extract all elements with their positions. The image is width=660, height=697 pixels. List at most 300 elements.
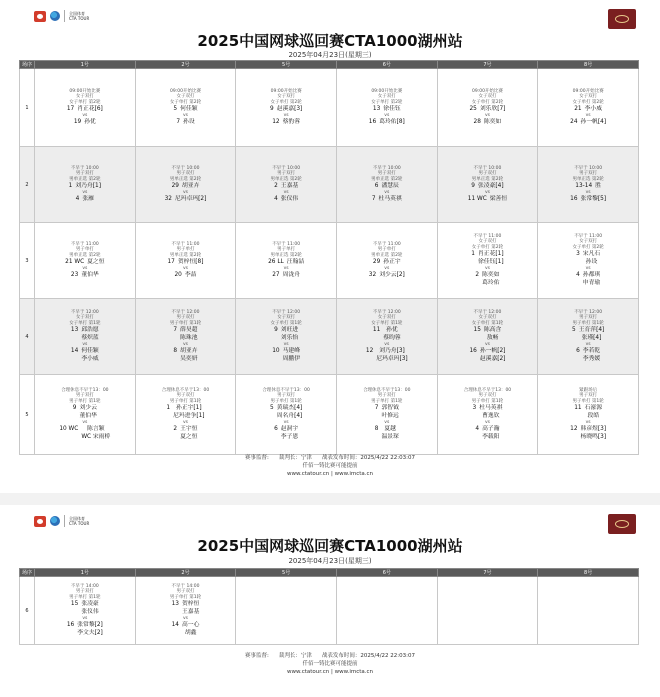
player-seed: 11 WC (467, 196, 487, 203)
header-court: 2号 (135, 569, 236, 577)
player-seed: 12 (570, 426, 578, 433)
player-name: 李子恩 (280, 434, 299, 441)
player-seed: 4 (576, 272, 580, 279)
match-info: 男子双打 (75, 393, 94, 399)
player-seed: 29 (171, 183, 179, 190)
match-cell[interactable] (236, 299, 337, 375)
player-name: 孙一帆[2] (479, 348, 506, 355)
vs-label: vs (182, 266, 188, 272)
vs-label: vs (484, 420, 490, 426)
player-name: 宋凡石 (582, 251, 601, 258)
match-info: 男单正选 第2轮 (572, 176, 604, 182)
player-names (82, 195, 94, 203)
match-cell[interactable] (35, 299, 136, 375)
match-info: 女子单打 第2轮 (371, 99, 403, 105)
page-title: 2025中国网球巡回赛CTA1000湖州站 (197, 537, 463, 555)
player-names (182, 600, 199, 616)
match-info: 男单正选 第2轮 (169, 252, 202, 258)
row-number: 4 (20, 299, 35, 375)
player-1 (138, 600, 234, 616)
match-info: 男子双打 (377, 171, 396, 177)
player-1 (339, 258, 435, 266)
table-row (20, 69, 639, 147)
player-seed: 1 (68, 183, 73, 190)
player-names (180, 347, 197, 363)
vs-label: vs (182, 342, 188, 348)
footer (0, 652, 660, 676)
match-info: 男子双打 (277, 393, 296, 399)
vs-label: vs (82, 190, 88, 196)
player-name: 贺梓恒 (181, 601, 200, 608)
vs-label: vs (384, 190, 390, 196)
player-2 (339, 195, 435, 203)
match-info: 男单正选 第2轮 (270, 176, 302, 182)
player-2 (540, 195, 636, 203)
player-name: 叶修远 (381, 413, 399, 420)
player-seed: 26 LL (268, 259, 284, 266)
footer-site[interactable]: www.ctatour.cn | www.imcta.cn (286, 471, 374, 477)
player-seed: 4 (274, 196, 278, 203)
player-name: 何佳颖 (180, 106, 198, 113)
player-2 (37, 118, 133, 126)
player-name: 孙优 (386, 327, 398, 334)
player-seed: 21 (574, 106, 582, 113)
player-name: 梁善恒 (489, 196, 508, 203)
player-2 (540, 425, 636, 441)
player-name: 胡鑫 (184, 630, 197, 637)
match-info: 男子双打 (75, 589, 94, 595)
match-cell[interactable] (538, 147, 639, 223)
player-1 (138, 258, 234, 266)
row-number: 6 (20, 577, 35, 645)
player-2 (339, 271, 435, 279)
match-cell[interactable] (538, 577, 639, 645)
player-names (376, 347, 407, 363)
match-info: 男单正选 第2轮 (270, 252, 302, 258)
footer-site[interactable]: www.ctatour.cn | www.imcta.cn (286, 669, 374, 675)
match-info: 男子双打 (579, 315, 598, 321)
player-names (277, 404, 303, 420)
vs-label: vs (585, 190, 591, 196)
vs-label: vs (484, 113, 490, 119)
player-name: 敖畅 (486, 335, 499, 342)
match-info: 不早于 14:00 (70, 583, 99, 589)
player-names (381, 425, 398, 441)
match-cell[interactable] (236, 375, 337, 455)
player-2 (138, 118, 234, 126)
player-name: 刘乐怡 (280, 335, 299, 342)
player-1 (37, 182, 133, 190)
player-name: 吴奕妍 (180, 356, 198, 363)
match-info: 09:00开始比赛 (572, 88, 604, 94)
match-cell[interactable] (236, 223, 337, 299)
player-2 (138, 195, 234, 203)
player-2 (37, 425, 133, 441)
player-name: 张常黎[5] (580, 196, 607, 203)
match-info: 男子单打 (277, 247, 296, 253)
schedule-page-2 (0, 505, 660, 697)
footer-referee: 裁判长：宁津 (278, 653, 312, 659)
player-name: 杜马英祺 (479, 405, 503, 412)
player-names (180, 326, 197, 342)
player-seed: 15 (70, 601, 79, 608)
match-info: 男子双打 (277, 171, 296, 177)
player-names (77, 621, 103, 637)
match-info: 女子双打 (277, 315, 296, 321)
match-cell[interactable] (135, 577, 236, 645)
match-info: 不早于 11:00 (272, 241, 301, 247)
match-info: 女子双打 (75, 315, 94, 321)
player-name: 石濠源 (584, 405, 603, 412)
player-2 (37, 621, 133, 637)
player-2 (238, 195, 334, 203)
player-name: 韩彦煜[3] (580, 426, 607, 433)
player-seed: 15 (473, 327, 481, 334)
match-cell[interactable] (135, 299, 236, 375)
match-info: 男子双打 (377, 393, 396, 399)
vs-label: vs (82, 342, 88, 348)
match-info: 女子单打 第1轮 (270, 320, 302, 326)
match-info: 男子双打 (176, 589, 195, 595)
match-info: 不早于 10:00 (473, 165, 502, 171)
match-cell[interactable] (135, 147, 236, 223)
player-names (180, 105, 197, 113)
match-cell[interactable] (437, 69, 538, 147)
match-info: 男子双打 (478, 393, 497, 399)
match-info: 男子单打 第1轮 (69, 398, 101, 404)
player-2 (138, 271, 234, 279)
player-names (173, 404, 204, 420)
player-seed: 8 (173, 348, 178, 355)
player-1 (540, 182, 636, 190)
match-info: 男子单打 第1轮 (471, 398, 504, 404)
player-name: 董伯华 (81, 272, 99, 279)
vs-label: vs (484, 342, 490, 348)
match-info: 女子双打 (75, 94, 94, 100)
player-1 (138, 404, 234, 420)
player-1 (339, 105, 435, 113)
player-names (87, 258, 104, 266)
player-2 (37, 271, 133, 279)
player-names (581, 425, 607, 441)
player-name: 刘旺进 (280, 327, 299, 334)
player-name: 陈言颖 (87, 426, 105, 433)
player-1 (440, 404, 536, 420)
player-seed: 28 (473, 119, 481, 126)
player-name: 董伯华 (79, 413, 97, 420)
match-cell[interactable] (336, 375, 437, 455)
match-info: 男子双打 (176, 315, 195, 321)
match-info: 男子单打 第1轮 (270, 398, 302, 404)
player-seed: 12 (365, 348, 374, 355)
player-seed: 12 (272, 119, 280, 126)
page-date: 2025年04月23日(星期三) (288, 51, 372, 59)
match-cell[interactable] (135, 223, 236, 299)
match-info: 合理休息不早于13：00 (61, 387, 109, 393)
schedule-table (19, 568, 639, 645)
match-info: 男子双打 (478, 171, 497, 177)
player-name: 高子瀚 (482, 426, 500, 433)
cta-logo (34, 10, 89, 22)
player-names (283, 347, 300, 363)
player-name: 张仪伟 (81, 609, 99, 616)
match-info: 合理休息不早于13：00 (262, 387, 310, 393)
player-names (583, 271, 600, 287)
player-name: 杨晓鸣[3] (580, 434, 607, 441)
player-2 (138, 621, 234, 637)
vs-label: vs (585, 266, 591, 272)
player-name: 李秀媛 (582, 356, 601, 363)
player-1 (339, 326, 435, 342)
player-seed: 14 (70, 348, 79, 355)
player-names (283, 271, 300, 279)
player-seed: 3 (472, 405, 477, 412)
player-1 (440, 182, 536, 190)
player-name: 夏越 (384, 426, 396, 433)
match-cell[interactable] (336, 577, 437, 645)
vs-label: vs (484, 266, 490, 272)
player-seed: 20 (174, 272, 182, 279)
match-info: 女子双打 (579, 94, 598, 100)
player-names (479, 404, 502, 420)
match-info: 男子单打 (75, 247, 94, 253)
cta-logo (34, 515, 89, 527)
player-1 (440, 250, 536, 266)
player-name: 刘乃舟[3] (379, 348, 405, 355)
logo-text: 全国体育 CTA TOUR (69, 11, 90, 21)
player-2 (339, 425, 435, 441)
match-cell[interactable] (35, 375, 136, 455)
match-info: 女子单打 第2轮 (69, 99, 101, 105)
player-names (281, 326, 298, 342)
footer-referee: 裁判长：宁津 (278, 455, 312, 461)
player-name: 蔡豹蓉 (282, 119, 301, 126)
vs-label: vs (384, 113, 390, 119)
player-name: WC 宋雨桥 (81, 434, 111, 441)
player-seed: 9 (72, 405, 77, 412)
player-names (175, 195, 206, 203)
vs-label: vs (384, 420, 390, 426)
player-name: 孙设 (585, 259, 598, 266)
china-tennis-logo-icon (34, 516, 46, 527)
player-name: 尼玛进争[1] (173, 413, 205, 420)
vs-label: vs (82, 266, 88, 272)
player-names (79, 404, 96, 420)
player-name: 肖正花[6] (77, 106, 103, 113)
match-info: 男子单打 第1轮 (169, 594, 202, 600)
match-info: 合理休息不早于13：00 (161, 387, 210, 393)
match-info: 女子单打 第2轮 (572, 99, 604, 105)
player-name: 肖正花[1] (478, 251, 504, 258)
table-row (20, 223, 639, 299)
match-info: 不早于 12:00 (473, 309, 502, 315)
player-seed: 27 (272, 272, 280, 279)
player-name: 刘少云 (79, 405, 97, 412)
vs-label: vs (283, 266, 289, 272)
player-name: 尼玛卓玛[2] (174, 196, 207, 203)
player-2 (540, 118, 636, 126)
player-name: 邱浩愿 (81, 327, 99, 334)
player-name: 陈高含 (483, 327, 502, 334)
player-seed: 7 (173, 327, 178, 334)
player-2 (440, 195, 536, 203)
vs-label: vs (585, 420, 591, 426)
match-info: 女子单打 第2轮 (572, 244, 604, 250)
player-name: 赵洞宇 (280, 426, 299, 433)
match-cell[interactable] (236, 69, 337, 147)
table-row (20, 147, 639, 223)
player-name: 徐佳钰 (383, 106, 401, 113)
player-seed: 13 (372, 106, 381, 113)
header-court: 2号 (135, 61, 236, 69)
match-info: 男子双打 (176, 393, 195, 399)
footer-release-time: 战表发布时间：2025/4/22 22:03:07 (321, 653, 416, 659)
player-seed: 14 (171, 622, 179, 629)
match-cell[interactable] (236, 147, 337, 223)
match-info: 紧跟场后 (579, 387, 598, 393)
player-name: 刘少云[2] (379, 272, 405, 279)
player-name: 王宇恒 (180, 426, 198, 433)
player-1 (540, 250, 636, 266)
vs-label: vs (585, 113, 591, 119)
player-names (281, 182, 298, 190)
match-cell[interactable] (538, 299, 639, 375)
player-2 (440, 118, 536, 126)
match-cell[interactable] (236, 577, 337, 645)
player-names (81, 326, 98, 342)
player-seed: 2 (274, 183, 278, 190)
match-cell[interactable] (336, 147, 437, 223)
player-seed: 9 (274, 327, 278, 334)
player-seed: 7 (176, 119, 181, 126)
player-2 (339, 347, 435, 363)
match-cell[interactable] (135, 69, 236, 147)
header-court: 6号 (336, 569, 437, 577)
player-names (182, 621, 199, 637)
match-cell[interactable] (336, 69, 437, 147)
match-cell[interactable] (35, 69, 136, 147)
player-names (277, 105, 303, 113)
player-names (480, 347, 506, 363)
player-names (287, 258, 304, 266)
player-2 (37, 347, 133, 363)
player-name: 蔡昀蓉 (383, 335, 401, 342)
player-name: 曹逸钦 (482, 413, 500, 420)
player-names (585, 105, 602, 113)
match-info: 女子双打 (176, 94, 195, 100)
player-name: 汪翰喆 (286, 259, 305, 266)
player-name: 段皓 (587, 413, 600, 420)
player-1 (238, 258, 334, 266)
match-cell[interactable] (538, 69, 639, 147)
match-info: 男子单打 第1轮 (572, 398, 604, 404)
match-cell[interactable] (135, 375, 236, 455)
player-1 (540, 404, 636, 420)
player-seed: 5 (571, 327, 576, 334)
match-cell[interactable] (437, 577, 538, 645)
player-seed: 3 (576, 251, 580, 258)
match-info: 男子单打 第1轮 (371, 398, 403, 404)
match-info: 不早于 12:00 (372, 309, 401, 315)
match-info: 不早于 12:00 (171, 309, 200, 315)
match-cell[interactable] (437, 223, 538, 299)
player-2 (138, 347, 234, 363)
match-info: 男单正选 第2轮 (471, 176, 504, 182)
footer-supervisor: 赛事监督: (244, 653, 269, 659)
match-info: 女子单打 第2轮 (471, 244, 504, 250)
player-seed: 11 (574, 405, 582, 412)
player-name: 陈珠池 (180, 335, 198, 342)
player-name: 张凌豪 (81, 601, 99, 608)
player-names (583, 347, 600, 363)
player-2 (440, 347, 536, 363)
player-seed: 4 (475, 426, 480, 433)
match-cell[interactable] (35, 577, 136, 645)
player-name: 张瑾[4] (581, 335, 602, 342)
match-cell[interactable] (437, 147, 538, 223)
match-cell[interactable] (538, 223, 639, 299)
player-names (84, 118, 96, 126)
header-court: 7号 (437, 569, 538, 577)
vs-label: vs (82, 616, 88, 622)
match-cell[interactable] (336, 299, 437, 375)
player-1 (238, 326, 334, 342)
player-names (581, 118, 607, 126)
tournament-seal-icon (608, 9, 636, 29)
player-name: 孙都琪 (582, 272, 601, 279)
vs-label: vs (82, 113, 88, 119)
match-info: 不早于 11:00 (473, 233, 502, 239)
match-cell[interactable] (437, 375, 538, 455)
match-info: 男子单打 第1轮 (69, 594, 101, 600)
player-name: 郭智钺 (381, 405, 399, 412)
footer (0, 454, 660, 478)
player-2 (339, 118, 435, 126)
match-cell[interactable] (336, 223, 437, 299)
player-1 (37, 105, 133, 113)
match-info: 男子单打 第1轮 (169, 320, 202, 326)
match-cell[interactable] (35, 147, 136, 223)
player-name: 申青瑜 (582, 280, 601, 287)
logo-divider (64, 515, 65, 527)
player-seed: 1 (166, 405, 171, 412)
player-1 (138, 326, 234, 342)
player-names (579, 326, 605, 342)
player-names (379, 271, 405, 279)
vs-label: vs (283, 342, 289, 348)
match-info: 男单正选 第2轮 (69, 176, 101, 182)
match-cell[interactable] (538, 375, 639, 455)
match-cell[interactable] (437, 299, 538, 375)
match-info: 不早于 10:00 (171, 165, 200, 171)
player-name: 马建峰 (282, 348, 301, 355)
player-2 (238, 347, 334, 363)
player-name: 薛昊超 (180, 327, 198, 334)
header-court: 6号 (336, 61, 437, 69)
match-info: 女子单打 第1轮 (471, 320, 504, 326)
match-cell[interactable] (35, 223, 136, 299)
match-info: 09:00开始比赛 (69, 88, 101, 94)
player-seed: 2 (173, 426, 178, 433)
table-header (20, 569, 639, 577)
match-info: 不早于 14:00 (171, 583, 200, 589)
player-2 (238, 118, 334, 126)
player-1 (339, 182, 435, 190)
player-names (180, 425, 197, 441)
match-info: 男单正选 第2轮 (69, 252, 101, 258)
player-seed: 17 (167, 259, 175, 266)
player-seed: 16 (66, 622, 75, 629)
